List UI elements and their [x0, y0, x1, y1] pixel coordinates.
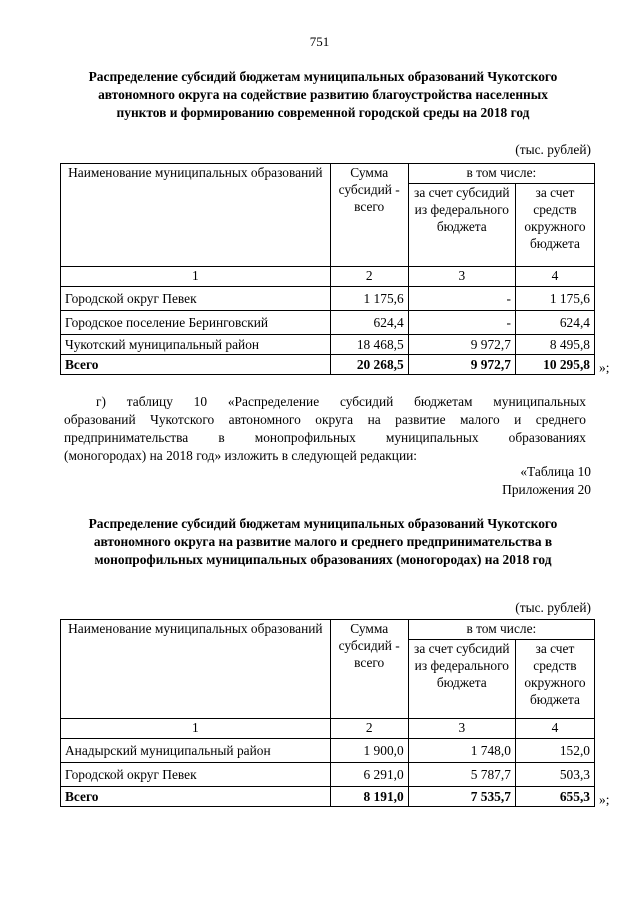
table-reference-line: «Таблица 10 — [520, 464, 591, 479]
table-row — [61, 335, 595, 355]
row-regional: 624,4 — [515, 311, 594, 335]
col-number: 1 — [61, 719, 331, 739]
total-regional: 655,3 — [515, 787, 594, 807]
col-number: 2 — [330, 719, 408, 739]
table2-title-line: автономного округа на развитие малого и среднего предпринимательства в — [93, 534, 553, 549]
col-number: 4 — [515, 267, 594, 287]
header-regional-col: за счет средств окружного бюджета — [515, 640, 594, 719]
row-federal: 5 787,7 — [408, 763, 515, 787]
row-sum: 18 468,5 — [330, 335, 408, 355]
total-row — [61, 787, 595, 807]
header-sum-col: Сумма субсидий - всего — [330, 164, 408, 267]
row-name: Городской округ Певек — [61, 287, 331, 311]
col-number: 3 — [408, 719, 515, 739]
row-regional: 8 495,8 — [515, 335, 594, 355]
row-sum: 6 291,0 — [330, 763, 408, 787]
header-name-col: Наименование муниципальных образований — [61, 620, 331, 719]
table1-title-line: автономного округа на содействие развитию благоустройства населенных — [98, 87, 548, 102]
row-sum: 1 900,0 — [330, 739, 408, 763]
paragraph-line: г) таблицу 10 «Распределение субсидий бюджетам муниципальных — [96, 394, 586, 409]
table1-title-line: Распределение субсидий бюджетам муниципальных образований Чукотского — [88, 69, 558, 84]
table-reference-line: Приложения 20 — [502, 482, 591, 497]
header-name-col: Наименование муниципальных образований — [61, 164, 331, 267]
total-federal: 9 972,7 — [408, 355, 515, 375]
total-sum: 20 268,5 — [330, 355, 408, 375]
table1-units: (тыс. рублей) — [515, 142, 591, 157]
table2-title — [62, 515, 584, 569]
row-name: Чукотский муниципальный район — [61, 335, 331, 355]
paragraph-line: предпринимательства в монопрофильных муниципальных образованиях — [64, 430, 586, 445]
col-number: 2 — [330, 267, 408, 287]
row-regional: 152,0 — [515, 739, 594, 763]
table1-closing-quote: »; — [599, 360, 610, 375]
row-federal: - — [408, 311, 515, 335]
header-sum-col: Сумма субсидий - всего — [330, 620, 408, 719]
row-name: Анадырский муниципальный район — [61, 739, 331, 763]
total-sum: 8 191,0 — [330, 787, 408, 807]
total-name: Всего — [61, 787, 331, 807]
total-regional: 10 295,8 — [515, 355, 594, 375]
col-number-row — [61, 719, 595, 739]
header-federal-col: за счет субсидий из федерального бюджета — [408, 184, 515, 267]
row-sum: 624,4 — [330, 311, 408, 335]
col-number: 4 — [515, 719, 594, 739]
table-row — [61, 311, 595, 335]
row-regional: 1 175,6 — [515, 287, 594, 311]
col-number: 3 — [408, 267, 515, 287]
header-regional-col: за счет средств окружного бюджета — [515, 184, 594, 267]
page-number: 751 — [309, 34, 330, 49]
row-sum: 1 175,6 — [330, 287, 408, 311]
table1-title-line: пунктов и формированию современной городской среды на 2018 год — [116, 105, 530, 120]
table1 — [60, 163, 595, 375]
row-name: Городское поселение Беринговский — [61, 311, 331, 335]
header-including: в том числе: — [408, 620, 594, 640]
table-row — [61, 739, 595, 763]
amendment-paragraph — [64, 393, 586, 465]
col-number-row — [61, 267, 595, 287]
col-number: 1 — [61, 267, 331, 287]
row-name: Городской округ Певек — [61, 763, 331, 787]
table2-title-line: монопрофильных муниципальных образованиях (моногородах) на 2018 год — [94, 552, 552, 567]
row-regional: 503,3 — [515, 763, 594, 787]
table2 — [60, 619, 595, 807]
paragraph-line: образований Чукотского автономного округа на развитие малого и среднего — [64, 412, 586, 427]
table-row — [61, 763, 595, 787]
header-federal-col: за счет субсидий из федерального бюджета — [408, 640, 515, 719]
paragraph-line: (моногородах) на 2018 год» изложить в следующей редакции: — [64, 448, 418, 463]
table-reference — [502, 463, 591, 499]
table2-units: (тыс. рублей) — [515, 600, 591, 615]
header-including: в том числе: — [408, 164, 594, 184]
row-federal: - — [408, 287, 515, 311]
table-row — [61, 287, 595, 311]
table2-title-line: Распределение субсидий бюджетам муниципальных образований Чукотского — [88, 516, 558, 531]
table2-closing-quote: »; — [599, 792, 610, 807]
row-federal: 9 972,7 — [408, 335, 515, 355]
row-federal: 1 748,0 — [408, 739, 515, 763]
total-federal: 7 535,7 — [408, 787, 515, 807]
table1-title — [62, 68, 584, 122]
total-row — [61, 355, 595, 375]
total-name: Всего — [61, 355, 331, 375]
